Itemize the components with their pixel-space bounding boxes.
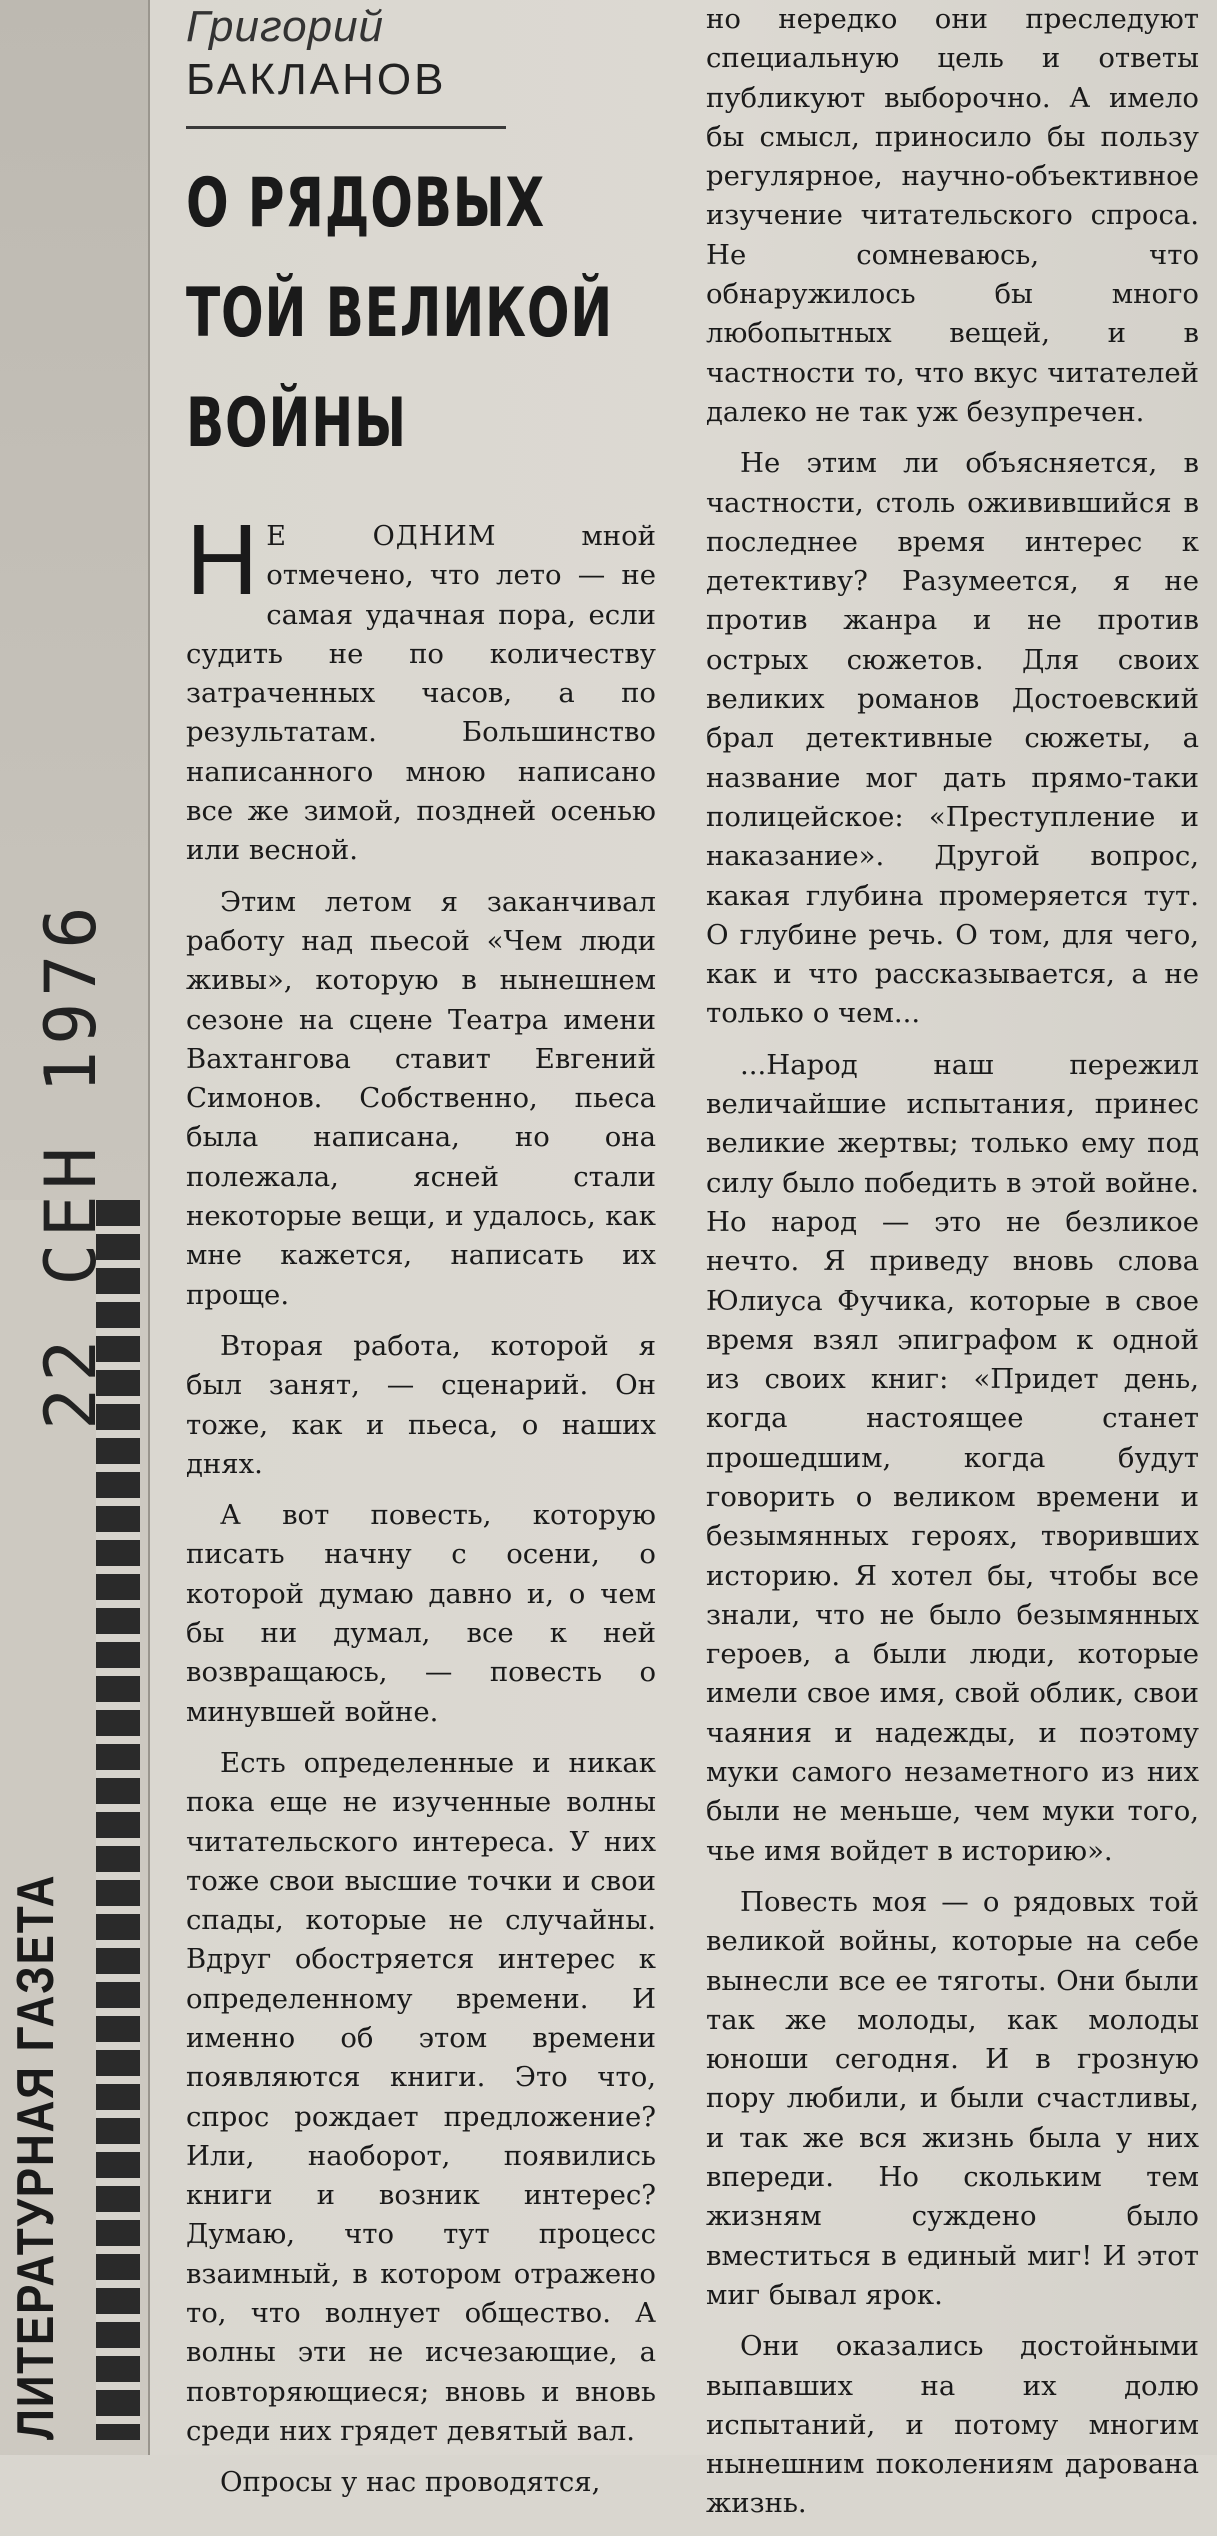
- paragraph-1-lead: Е ОДНИМ: [266, 521, 497, 552]
- paragraph-6-start: Опросы у нас проводятся,: [220, 2466, 601, 2499]
- paragraph-4: А вот повесть, которую писать начну с осени, о которой думаю давно и, о чем бы ни думал, все к ней возвращаюсь, — повесть о минувшей войне.: [186, 1499, 656, 1728]
- article-headline: [186, 149, 629, 479]
- paragraph-1-text: мной отмечено, что лето — не самая удачная пора, если судить не по количеству затраченных часов, а по результатам. Большинство написанного мною написано все же зимой, поздней осенью или весной.: [186, 520, 656, 867]
- paragraph-2: Этим летом я заканчивал работу над пьесой «Чем люди живы», которую в нынешнем сезоне на сцене Театра имени Вахтангова ставит Евгений Симонов. Собственно, пьеса была написана, но она полежала, ясней стали некоторые вещи, и удалось, как мне кажется, написать их проще.: [186, 885, 656, 1311]
- paragraph-9: Повесть моя — о рядовых той великой войны, которые на себе вынесли все ее тяготы. Они были так же молоды, как молоды юноши сегодня. И в грозную пору любили, и были счастливы, и так же вся жизнь была у них впереди. Но скольким тем жизням суждено было вместиться в единый миг! И этот миг бывал ярок.: [706, 1885, 1199, 2311]
- newspaper-masthead: ЛИТЕРАТУРНАЯ ГАЗЕТА: [7, 1873, 65, 2440]
- author-last-name: БАКЛАНОВ: [186, 55, 447, 104]
- headline-line-2: ТОЙ ВЕЛИКОЙ: [186, 274, 614, 353]
- article-column-1: [186, 0, 656, 2515]
- headline-line-3: ВОЙНЫ: [186, 384, 407, 463]
- author-divider: [186, 126, 506, 129]
- paragraph-3: Вторая работа, которой я был занят, — сценарий. Он тоже, как и пьеса, о наших днях.: [186, 1329, 656, 1480]
- paragraph-6-continued: но нередко они преследуют специальную цель и ответы публикуют выборочно. А имело бы смысл, приносило бы пользу регулярное, научно-объективное изучение читательского спроса. Не сомневаюсь, что обнаружилось бы много любопытных вещей, и в частности то, что вкус читателей далеко не так уж безупречен.: [706, 3, 1199, 428]
- paragraph-10: Они оказались достойными выпавших на их долю испытаний, и потому многим нынешним поколениям дарована жизнь.: [706, 2330, 1199, 2520]
- article-column-2: [706, 0, 1199, 2536]
- paragraph-1: [186, 504, 656, 871]
- drop-cap: Н: [186, 504, 259, 616]
- paragraph-8: ...Народ наш пережил величайшие испытания, принес великие жертвы; только ему под силу было победить в этой войне. Но народ — это не безликое нечто. Я приведу вновь слова Юлиуса Фучика, которые в свое время взял эпиграфом к одной из своих книг: «Придет день, когда настоящее станет прошедшим, когда будут говорить о великом времени и безымянных героях, творивших историю. Я хотел бы, чтобы все знали, что не было безымянных героев, а были люди, которые имели свое имя, свой облик, свои чаяния и надежды, и поэтому муки самого незаметного из них были не меньше, чем муки того, чье имя войдет в историю».: [706, 1048, 1199, 1867]
- author-first-name: Григорий: [186, 2, 385, 51]
- date-stamp: 22 СЕН 1976: [30, 900, 112, 1430]
- headline-line-1: О РЯДОВЫХ: [186, 164, 546, 243]
- paragraph-5: Есть определенные и никак пока еще не изученные волны читательского интереса. У них тоже свои высшие точки и свои спады, которые не случайны. Вдруг обостряется интерес к определенному времени. И именно об этом времени появляются книги. Это что, спрос рождает предложение? Или, наоборот, появились книги и возник интерес? Думаю, что тут процесс взаимный, в котором отражено то, что волнует общество. А волны эти не исчезающие, а повторяющиеся; вновь и вновь среди них грядет девятый вал.: [186, 1746, 656, 2447]
- paragraph-7: Не этим ли объясняется, в частности, столь оживившийся в последнее время интерес к детективу? Разумеется, я не против жанра и не против острых сюжетов. Для своих великих романов Достоевский брал детективные сюжеты, а название мог дать прямо-таки полицейское: «Преступление и наказание». Другой вопрос, какая глубина промеряется тут. О глубине речь. О том, для чего, как и что рассказывается, а не только о чем...: [706, 447, 1199, 1030]
